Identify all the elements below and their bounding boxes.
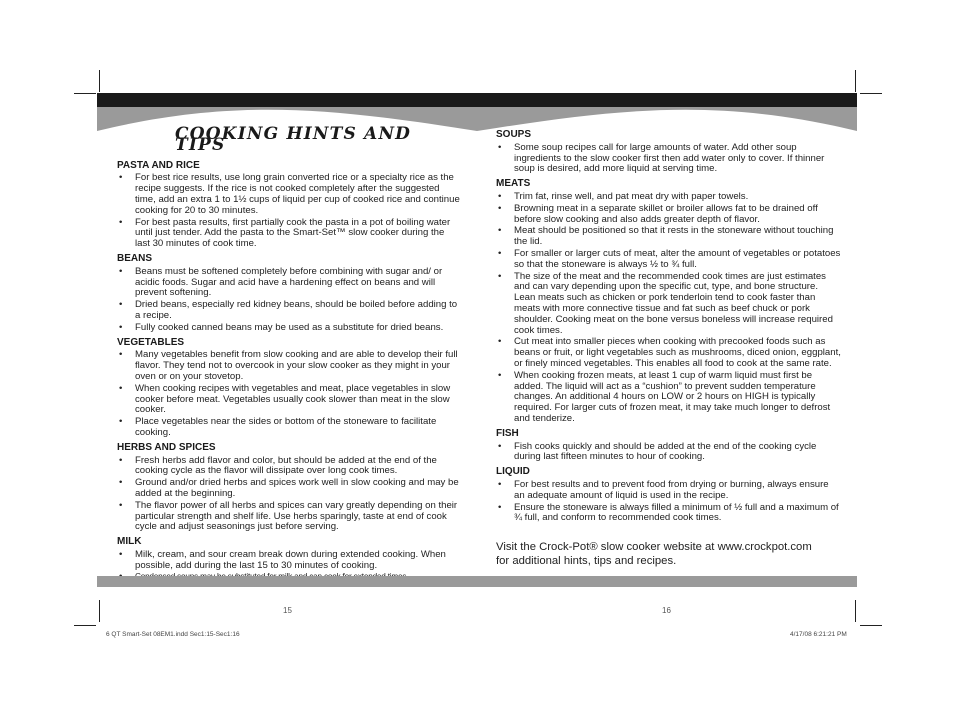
list-item-text: Ground and/or dried herbs and spices work well in slow cooking and may be added at the beginning. — [135, 477, 459, 499]
section-heading: MILK — [117, 536, 142, 548]
list-item-text: For best results and to prevent food from drying or burning, always ensure an adequate amount of liquid is used in the recipe. — [514, 478, 829, 501]
bullet-icon: • — [119, 499, 123, 511]
right-page-content — [496, 126, 841, 568]
section-list — [117, 456, 460, 534]
section-heading: SOUPS — [496, 129, 532, 140]
list-item-text: Fresh herbs add flavor and color, but should be added at the end of the cooking cycle as the flavor will dissipate over long cook times. — [135, 454, 437, 477]
bullet-icon: • — [119, 548, 123, 560]
list-item-text: For smaller or larger cuts of meat, alter the amount of vegetables or potatoes so that the stoneware is always ½ to ¾ full. — [514, 247, 841, 270]
bullet-icon: • — [119, 299, 123, 311]
bullet-icon: • — [119, 382, 123, 394]
website-note — [496, 541, 841, 568]
section-list — [117, 350, 460, 438]
section-heading: LIQUID — [496, 466, 530, 478]
page-title: COOKING HINTS AND TIPS — [175, 124, 412, 155]
list-item — [117, 173, 460, 216]
website-note-line: for additional hints, tips and recipes. — [496, 554, 677, 567]
crop-mark — [860, 93, 882, 94]
list-item — [117, 218, 460, 250]
section-list — [496, 192, 841, 425]
list-item-text: Ensure the stoneware is always filled a minimum of ½ full and a maximum of ¾ full, and conform to recommended cook times. — [514, 501, 839, 524]
section-heading: VEGETABLES — [117, 336, 185, 348]
list-item — [496, 143, 841, 175]
list-item — [496, 442, 841, 464]
section-heading: PASTA AND RICE — [117, 159, 200, 171]
list-item — [117, 501, 460, 533]
list-item-text: For best pasta results, first partially cook the pasta in a pot of boiling water until just tender. Add the pasta to the Smart-Set™ slow cooker during the last 30 minutes of cook time. — [135, 216, 451, 250]
list-item — [496, 272, 841, 337]
list-item-text: When cooking frozen meats, at least 1 cup of warm liquid must first be added. The liquid will act as a “cushion” to prevent sudden temperature changes. An additional 4 hours on LOW or 2 hours on HIGH is typically required. For larger cuts of frozen meat, it may take much longer to defrost and tenderize. — [514, 369, 831, 424]
list-item — [117, 456, 460, 478]
list-item — [117, 300, 460, 322]
crop-mark — [860, 625, 882, 626]
section-list — [496, 143, 841, 175]
list-item — [496, 371, 841, 425]
list-item — [496, 226, 841, 248]
list-item — [117, 350, 460, 382]
left-sections — [117, 161, 460, 584]
list-item-text: When cooking recipes with vegetables and meat, place vegetables in slow cooker before meat. Vegetables usually cook slower than meat in the slow cooker. — [135, 382, 451, 416]
footer-gray-bar — [97, 576, 857, 587]
list-item — [117, 550, 460, 572]
section-list — [496, 480, 841, 524]
list-item-text: Many vegetables benefit from slow cooking and are able to develop their full flavor. They tend not to overcook in your slow cooker as they might in your oven or on your stovetop. — [135, 349, 458, 382]
left-page-content — [117, 126, 460, 584]
bullet-icon: • — [119, 454, 123, 466]
list-item-text: Browning meat in a separate skillet or broiler allows fat to be drained off before slow cooking and also adds greater depth of flavor. — [514, 202, 818, 225]
bullet-icon: • — [119, 172, 123, 184]
list-item-text: Place vegetables near the sides or bottom of the stoneware to facilitate cooking. — [135, 416, 437, 438]
bullet-icon: • — [119, 321, 123, 333]
website-note-line: Visit the Crock-Pot® slow cooker website at www.crockpot.com — [496, 541, 812, 554]
section-heading: FISH — [496, 427, 519, 439]
slug-file-info: 6 QT Smart-Set 08EM1.indd Sec1:15-Sec1:16 — [106, 631, 240, 638]
bullet-icon: • — [498, 501, 502, 513]
section-heading: BEANS — [117, 252, 153, 264]
page-number-left: 15 — [283, 606, 292, 615]
crop-mark — [855, 70, 856, 92]
crop-mark — [855, 600, 856, 622]
list-item-text: Dried beans, especially red kidney beans, should be boiled before adding to a recipe. — [135, 299, 458, 321]
section-list — [117, 267, 460, 334]
bullet-icon: • — [119, 216, 123, 228]
crop-mark — [99, 70, 100, 92]
list-item-text: Trim fat, rinse well, and pat meat dry with paper towels. — [514, 190, 749, 202]
list-item-text: Some soup recipes call for large amounts of water. Add other soup ingredients to the slow cooker first then add water only to cover. If thinner soup is desired, add more liquid at serving time. — [514, 141, 825, 175]
section-list — [117, 173, 460, 250]
bullet-icon: • — [119, 416, 123, 428]
list-item-text: Milk, cream, and sour cream break down during extended cooking. When possible, add during the last 15 to 30 minutes of cooking. — [135, 548, 446, 571]
list-item-text: The size of the meat and the recommended cook times are just estimates and can vary depending upon the specific cut, type, and bone structure. Lean meats such as chicken or pork tenderloin tend to cook faster than meats with more connective tissue and fat such as beef chuck or pork shoulder. Cooking meat on the bone versus boneless will increase required cook times. — [514, 270, 833, 336]
list-item — [496, 480, 841, 502]
list-item-text: Meat should be positioned so that it rests in the stoneware without touching the lid. — [514, 225, 834, 248]
list-item-text: Fish cooks quickly and should be added at the end of the cooking cycle during last fifteen minutes to hour of cooking. — [514, 440, 817, 463]
list-item — [496, 503, 841, 525]
bullet-icon: • — [119, 265, 123, 277]
list-item — [117, 417, 460, 439]
bullet-icon: • — [119, 349, 123, 361]
right-sections — [496, 130, 841, 524]
list-item — [117, 267, 460, 299]
list-item — [117, 323, 460, 334]
bullet-icon: • — [119, 477, 123, 489]
list-item-text: For best rice results, use long grain converted rice or a specialty rice as the recipe suggests. If the rice is not cooked completely after the suggested time, add an extra 1 to 1½ cups of liquid per cup of cooked rice and continue cooking for 20 to 30 minutes. — [135, 172, 460, 216]
list-item — [496, 337, 841, 369]
list-item-text: Fully cooked canned beans may be used as a substitute for dried beans. — [135, 321, 444, 333]
bullet-icon: • — [498, 270, 502, 282]
list-item — [496, 204, 841, 226]
bullet-icon: • — [498, 141, 502, 153]
section-list — [496, 442, 841, 464]
section-heading: MEATS — [496, 178, 531, 190]
bullet-icon: • — [498, 336, 502, 348]
slug-timestamp: 4/17/08 6:21:21 PM — [790, 631, 847, 638]
bullet-icon: • — [498, 478, 502, 490]
crop-mark — [99, 600, 100, 622]
bullet-icon: • — [498, 190, 502, 202]
bullet-icon: • — [498, 369, 502, 381]
page-number-right: 16 — [662, 606, 671, 615]
list-item — [117, 384, 460, 416]
bullet-icon: • — [498, 225, 502, 237]
section-heading: HERBS AND SPICES — [117, 441, 216, 453]
list-item — [496, 192, 841, 203]
list-item-text: Cut meat into smaller pieces when cooking with precooked foods such as beans or fruit, or light vegetables such as mushrooms, diced onion, eggplant, or finely minced vegetables. This enables all food to cook at the same rate. — [514, 336, 841, 369]
crop-mark — [74, 93, 96, 94]
list-item — [117, 478, 460, 500]
list-item-text: The flavor power of all herbs and spices can vary greatly depending on their particular strength and shelf life. Use herbs sparingly, taste at end of cook cycle and adjust seasonings just before serving. — [135, 499, 458, 533]
header-dark-bar — [97, 93, 857, 107]
bullet-icon: • — [498, 440, 502, 452]
bullet-icon: • — [498, 202, 502, 214]
list-item-text: Beans must be softened completely before combining with sugar and/ or acidic foods. Sugar and acid have a hardening effect on beans and will prevent softening. — [135, 265, 443, 299]
crop-mark — [74, 625, 96, 626]
list-item — [496, 249, 841, 271]
bullet-icon: • — [498, 247, 502, 259]
